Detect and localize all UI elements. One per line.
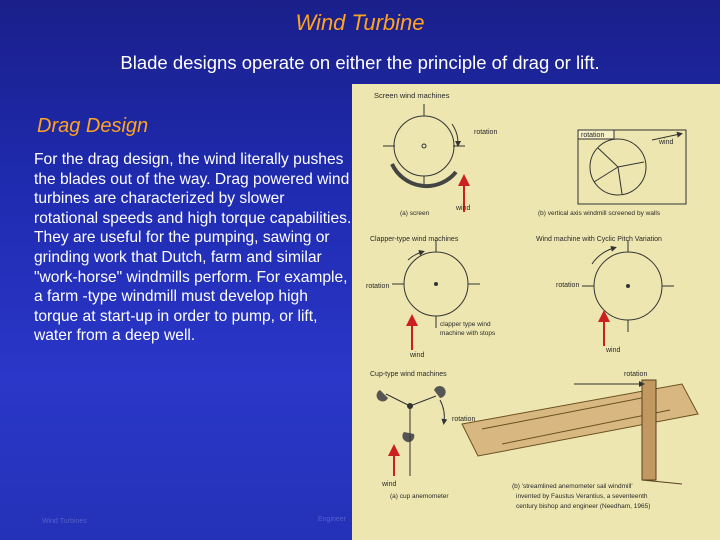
screen-machine-drawing (383, 104, 465, 188)
cyclic-machine-drawing (582, 240, 674, 332)
clapper-label-2: machine with stops (440, 330, 496, 337)
clapper-machine-drawing (392, 240, 480, 328)
caption-b-cup-2: invented by Faustus Verantius, a seventeenth (516, 493, 648, 500)
section-heading: Drag Design (37, 115, 149, 137)
slide-subtitle: Blade designs operate on either the principle of drag or lift. (120, 52, 600, 73)
footer-mid-text: Engineer (318, 516, 347, 523)
wind-label-3: wind (410, 352, 425, 359)
rotation-label-2: rotation (366, 283, 390, 290)
cyclic-title: Wind machine with Cyclic Pitch Variation (536, 236, 662, 243)
caption-b-cup-3: century bishop and engineer (Needham, 1965) (516, 503, 651, 510)
rotation-label-1: rotation (474, 129, 498, 136)
caption-b-cup-1: (b) 'streamlined anemometer sail windmill' (512, 483, 633, 490)
caption-a-screen: (a) screen (400, 210, 430, 217)
wind-machines-figure (352, 84, 720, 540)
caption-b-screen: (b) vertical axis windmill screened by walls (538, 210, 661, 217)
rotation-box-label: rotation (581, 132, 605, 139)
wind-label-1: wind (456, 205, 471, 212)
caption-a-cup: (a) cup anemometer (390, 493, 449, 500)
rotation-label-5: rotation (624, 371, 648, 378)
rotation-label-3: rotation (556, 282, 580, 289)
clapper-label-1: clapper type wind (440, 321, 491, 328)
sail-windmill-drawing (462, 380, 698, 484)
footer-left-text: Wind Turbines (42, 518, 87, 525)
wind-label-2: wind (659, 139, 674, 146)
cup-anemometer-drawing (377, 386, 446, 476)
cup-title: Cup-type wind machines (370, 371, 447, 378)
screen-title: Screen wind machines (374, 91, 450, 100)
wind-label-4: wind (606, 347, 621, 354)
wind-label-5: wind (382, 481, 397, 488)
rotation-label-4: rotation (452, 416, 476, 423)
slide-title: Wind Turbine (295, 10, 425, 35)
clapper-title: Clapper-type wind machines (370, 236, 459, 243)
body-paragraph: For the drag design, the wind literally pushes the blades out of the way. Drag powered wind turbines are characterized by slower rotational speeds and high torque capabilities. They are useful for the pumping, sawing or grinding work that Dutch, farm and similar "work-horse" windmills perform. For example, a farm -type windmill must develop high torque at start-up in order to pump, or lift, water from a deep well. (34, 151, 352, 345)
